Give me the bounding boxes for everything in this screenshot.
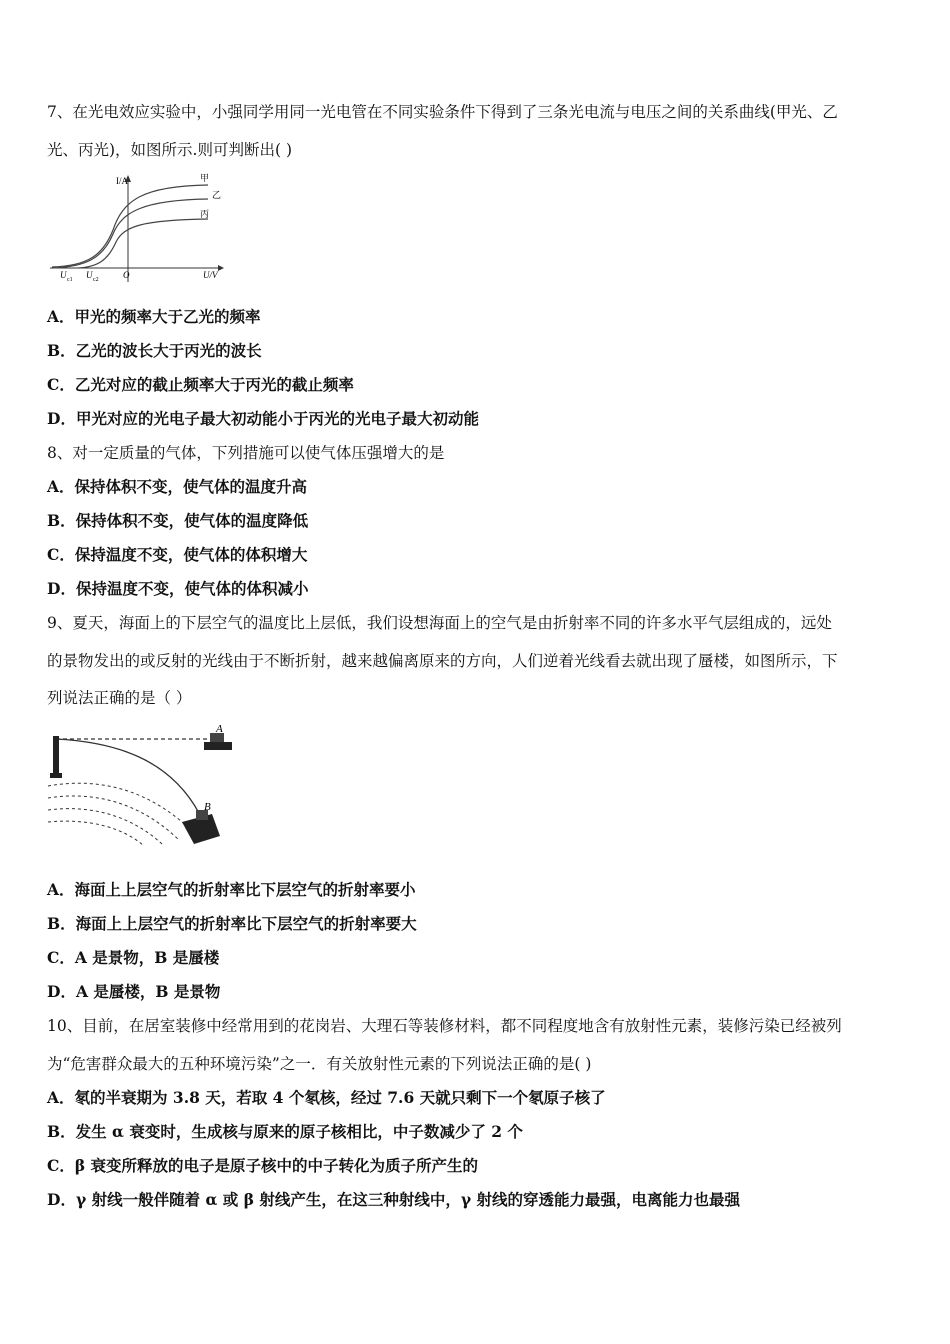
q10-stem-line-2: 为“危害群众最大的五种环境污染”之一．有关放射性元素的下列说法正确的是( ) (47, 1055, 592, 1073)
q9-option-a: A．海面上上层空气的折射率比下层空气的折射率要小 (47, 880, 416, 899)
q8-option-d: D．保持温度不变，使气体的体积减小 (47, 579, 309, 598)
q8-option-c: C．保持温度不变，使气体的体积增大 (47, 545, 308, 564)
q9-stem-line-2: 的景物发出的或反射的光线由于不断折射，越来越偏离原来的方向，人们逆着光线看去就出现了蜃楼，如图所示，下 (47, 652, 838, 670)
q8-option-a: A．保持体积不变，使气体的温度升高 (47, 477, 308, 496)
q9-option-c: C．A 是景物，B 是蜃楼 (47, 948, 220, 967)
label-b: B (204, 801, 211, 813)
q10-option-a: A．氡的半衰期为 3.8 天，若取 4 个氡核，经过 7.6 天就只剩下一个氡原子核了 (47, 1088, 606, 1107)
air-layer-1 (48, 783, 194, 833)
curve-bing (78, 219, 208, 268)
ship-b (182, 810, 220, 844)
ship-a (204, 733, 232, 750)
q10-option-d: D．γ 射线一般伴随着 α 或 β 射线产生，在这三种射线中，γ 射线的穿透能力最强，电离能力也最强 (47, 1190, 741, 1209)
observer-base (50, 773, 62, 778)
x-axis-label: U/V (203, 270, 218, 280)
uc2-subscript: c2 (93, 277, 99, 283)
light-path (56, 739, 199, 813)
uc1-subscript: c1 (67, 277, 73, 283)
q10-option-c: C．β 衰变所释放的电子是原子核中的中子转化为质子所产生的 (47, 1156, 479, 1175)
q7-option-c: C．乙光对应的截止频率大于丙光的截止频率 (47, 375, 354, 394)
q7-stem-line-1: 7、在光电效应实验中，小强同学用同一光电管在不同实验条件下得到了三条光电流与电压之间的关系曲线(甲光、乙 (47, 103, 838, 121)
air-layer-4 (48, 821, 144, 846)
uc2-label: U (86, 270, 93, 280)
q8-option-b: B．保持体积不变，使气体的温度降低 (47, 511, 309, 530)
q7-stem-line-2: 光、丙光)，如图所示.则可判断出( ) (47, 141, 292, 159)
label-a: A (216, 723, 223, 735)
q10-stem-line-1: 10、目前，在居室装修中经常用到的花岗岩、大理石等装修材料，都不同程度地含有放射性元素，装修污染已经被列 (47, 1017, 842, 1035)
q7-option-b: B．乙光的波长大于丙光的波长 (47, 341, 262, 360)
curve-jia (52, 185, 208, 267)
uc1-label: U (60, 270, 67, 280)
y-axis-label: I/A (116, 176, 128, 186)
mirage-figure (44, 718, 234, 848)
curve-bing-label: 丙 (200, 209, 210, 219)
q9-stem-line-1: 9、夏天，海面上的下层空气的温度比上层低，我们设想海面上的空气是由折射率不同的许多水平气层组成的，远处 (47, 614, 832, 632)
air-layer-2 (48, 796, 179, 840)
curve-yi (52, 199, 208, 268)
air-layer-3 (48, 809, 162, 844)
mirage-svg (44, 718, 234, 848)
iv-graph-svg (48, 170, 228, 285)
photoelectric-iv-graph (48, 170, 228, 285)
x-axis-arrow (218, 265, 224, 271)
q10-option-b: B．发生 α 衰变时，生成核与原来的原子核相比，中子数减少了 2 个 (47, 1122, 523, 1141)
curve-yi-label: 乙 (212, 190, 222, 200)
q7-option-a: A．甲光的频率大于乙光的频率 (47, 307, 261, 326)
q9-option-b: B．海面上上层空气的折射率比下层空气的折射率要大 (47, 914, 417, 933)
curve-jia-label: 甲 (200, 173, 210, 183)
q8-stem: 8、对一定质量的气体，下列措施可以使气体压强增大的是 (47, 444, 445, 462)
q7-option-d: D．甲光对应的光电子最大初动能小于丙光的光电子最大初动能 (47, 409, 479, 428)
observer (53, 736, 59, 776)
origin-label: O (123, 270, 130, 280)
q9-stem-line-3: 列说法正确的是（ ） (47, 689, 192, 707)
q9-option-d: D．A 是蜃楼，B 是景物 (47, 982, 221, 1001)
